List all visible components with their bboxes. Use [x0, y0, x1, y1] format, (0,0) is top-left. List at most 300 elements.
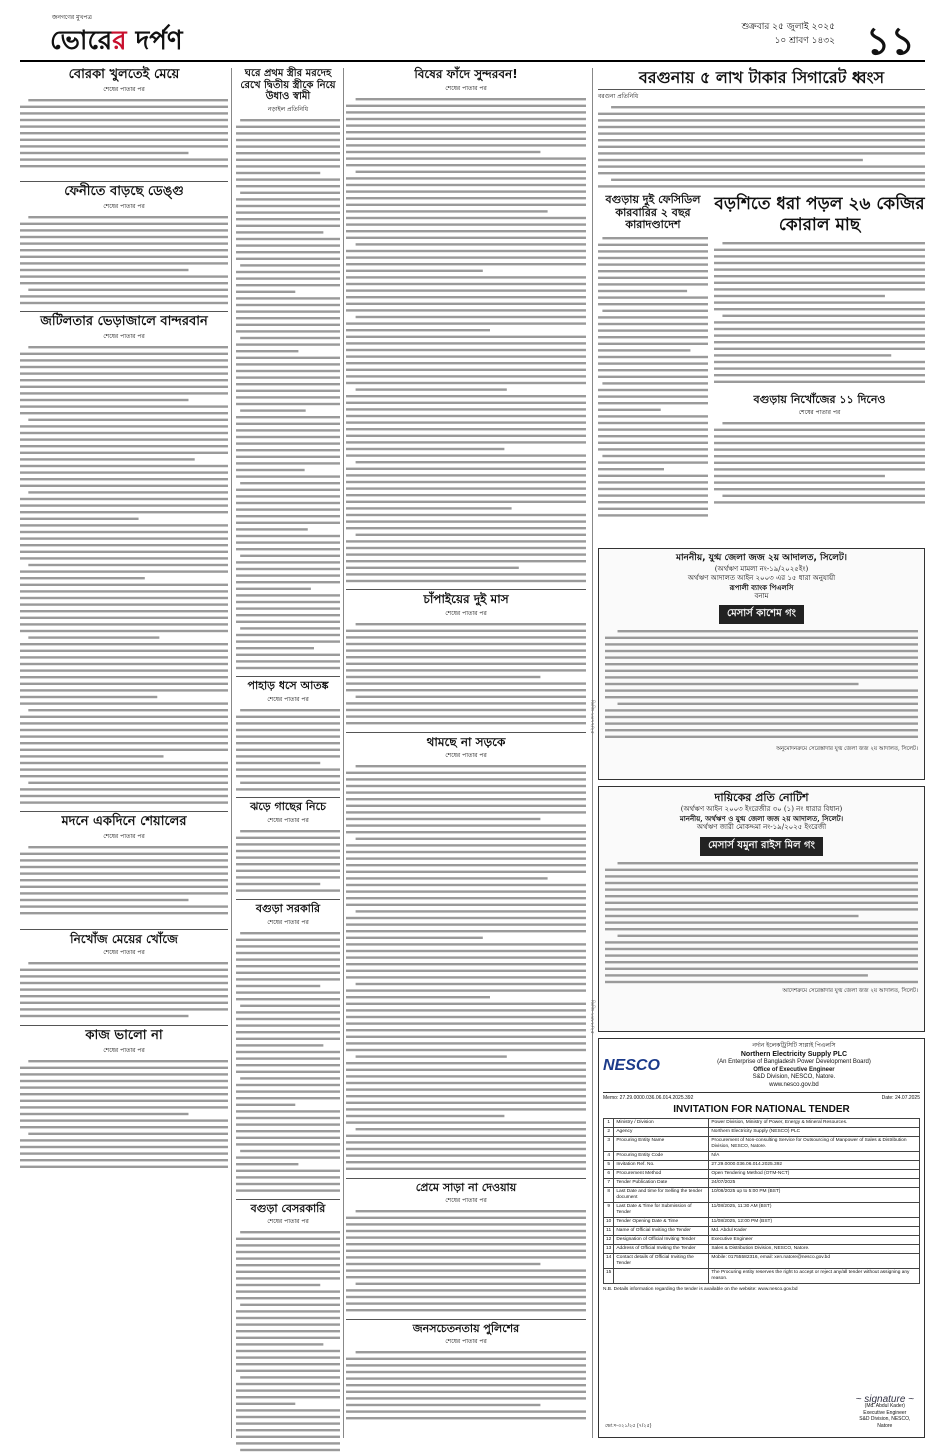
- text-line: [20, 353, 228, 355]
- text-line: [346, 1161, 586, 1163]
- text-line: [598, 429, 708, 431]
- text-lines: [714, 240, 925, 390]
- text-line: [346, 1371, 586, 1373]
- text-line: [722, 422, 925, 424]
- text-line: [236, 455, 340, 457]
- logo-part-a: ভোরে: [50, 26, 113, 56]
- text-line: [714, 334, 925, 336]
- text-line: [346, 1115, 504, 1117]
- article-body: [346, 763, 586, 1172]
- article-body: [346, 1349, 586, 1422]
- text-line: [240, 830, 340, 832]
- text-line: [598, 336, 708, 338]
- text-line: [346, 977, 586, 979]
- text-line: [236, 1258, 340, 1260]
- text-line: [236, 204, 340, 206]
- text-line: [714, 255, 925, 257]
- text-line: [20, 1145, 228, 1147]
- text-line: [240, 336, 340, 338]
- text-line: [346, 924, 586, 926]
- text-line: [236, 350, 298, 352]
- text-line: [236, 1130, 340, 1132]
- text-line: [346, 1217, 586, 1219]
- text-line: [356, 461, 586, 463]
- text-line: [598, 369, 708, 371]
- text-line: [346, 434, 586, 436]
- text-lines: [346, 621, 586, 727]
- text-line: [236, 1396, 340, 1398]
- table-cell: The Procuring entity reserves the right to accept or reject any/all tender without assigning any reason.: [709, 1269, 920, 1284]
- text-line: [20, 736, 228, 738]
- text-line: [346, 663, 586, 665]
- table-cell: Designation of Official Inviting Tender: [614, 1236, 709, 1245]
- text-line: [236, 376, 340, 378]
- text-line: [20, 269, 188, 271]
- text-line: [236, 178, 340, 180]
- article-divider: [346, 732, 586, 733]
- text-line: [20, 432, 228, 434]
- text-line: [20, 386, 228, 388]
- notice2-law: (অর্থঋণ আইন ২০০৩ ইংরেজীর ৩০ (১) নং ধারার বিধান): [680, 805, 843, 814]
- text-line: [346, 1303, 586, 1305]
- article-body: [20, 97, 228, 176]
- text-line: [236, 152, 340, 154]
- text-line: [20, 158, 228, 160]
- text-line: [346, 884, 586, 886]
- text-line: [236, 416, 340, 418]
- tender-signature: [855, 1393, 914, 1429]
- text-line: [714, 301, 925, 303]
- text-line: [605, 650, 918, 652]
- text-line: [236, 1343, 323, 1345]
- cigarette-body: [598, 104, 925, 190]
- text-line: [346, 283, 586, 285]
- text-line: [598, 415, 708, 417]
- article-headline: প্রেমে সাড়া না দেওয়ায়: [415, 1180, 517, 1194]
- newspaper-logo: [50, 20, 183, 64]
- text-line: [346, 547, 586, 549]
- text-line: [236, 775, 340, 777]
- text-line: [598, 185, 925, 187]
- text-line: [714, 367, 925, 369]
- right-split: [598, 194, 925, 525]
- table-cell: Tender Publication Date: [614, 1179, 709, 1188]
- text-line: [356, 316, 586, 318]
- text-line: [602, 310, 708, 312]
- text-line: [346, 527, 586, 529]
- text-line: [236, 1031, 340, 1033]
- tender-code: ভো.দ-৩২১/২৫ (৭/২৫): [605, 1423, 652, 1429]
- coral-headline: বড়শিতে ধরা পড়ল ২৬ কেজির কোরাল মাছ: [714, 194, 925, 236]
- text-line: [236, 1103, 295, 1105]
- text-line: [236, 1429, 340, 1431]
- text-line: [20, 624, 228, 626]
- text-line: [240, 1304, 340, 1306]
- text-lines: [346, 96, 586, 584]
- text-line: [20, 1002, 228, 1004]
- text-line: [236, 369, 340, 371]
- text-line: [20, 604, 228, 606]
- text-line: [605, 868, 918, 870]
- text-line: [346, 415, 586, 417]
- text-line: [346, 1417, 586, 1419]
- text-line: [20, 412, 228, 414]
- table-cell: 4: [604, 1152, 614, 1161]
- text-lines: [20, 960, 228, 1019]
- text-line: [722, 242, 925, 244]
- text-line: [20, 577, 145, 579]
- text-line: [346, 656, 586, 658]
- text-line: [236, 1350, 340, 1352]
- text-line: [20, 295, 228, 297]
- text-line: [20, 518, 139, 520]
- phensedyl-body: [598, 235, 708, 525]
- text-line: [20, 703, 228, 705]
- text-line: [714, 469, 925, 471]
- text-line: [236, 343, 340, 345]
- text-line: [20, 995, 228, 997]
- text-line: [20, 256, 228, 258]
- text-line: [605, 709, 918, 711]
- text-line: [20, 775, 228, 777]
- article-byline: শেষের পাতার পর: [267, 918, 309, 926]
- text-line: [598, 323, 708, 325]
- article-body: [20, 844, 228, 923]
- text-line: [598, 495, 708, 497]
- table-cell: 14: [604, 1254, 614, 1269]
- table-cell: Agency: [614, 1128, 709, 1137]
- text-line: [598, 283, 708, 285]
- text-line: [346, 772, 586, 774]
- text-line: [20, 145, 228, 147]
- article-headline: পাহাড় ধসে আতঙ্ক: [247, 678, 329, 692]
- text-line: [20, 756, 164, 758]
- text-line: [346, 104, 586, 106]
- text-line: [236, 856, 340, 858]
- notice1-bank: রূপালী ব্যাংক পিএলসি: [729, 582, 794, 592]
- text-line: [236, 548, 340, 550]
- text-line: [605, 689, 918, 691]
- text-line: [236, 284, 340, 286]
- text-line: [598, 501, 708, 503]
- text-line: [346, 891, 586, 893]
- text-line: [20, 525, 228, 527]
- text-line: [236, 1324, 340, 1326]
- text-line: [20, 989, 228, 991]
- text-line: [356, 838, 586, 840]
- article-byline: শেষের পাতার পর: [267, 695, 309, 703]
- text-line: [236, 363, 340, 365]
- text-line: [598, 133, 925, 135]
- text-line: [236, 257, 340, 259]
- text-line: [236, 876, 340, 878]
- text-line: [236, 1363, 340, 1365]
- text-line: [346, 1289, 586, 1291]
- text-line: [598, 435, 708, 437]
- text-line: [236, 310, 340, 312]
- text-line: [605, 980, 918, 982]
- text-line: [346, 702, 586, 704]
- text-line: [346, 1263, 540, 1265]
- column-3: [346, 68, 586, 1427]
- table-row: [604, 1170, 920, 1179]
- text-line: [602, 237, 708, 239]
- table-cell: Ministry / Division: [614, 1119, 709, 1128]
- text-line: [236, 125, 340, 127]
- text-line: [236, 442, 340, 444]
- text-line: [346, 1076, 586, 1078]
- notice1-court: মাননীয়, যুগ্ম জেলা জজ ২য় আদালত, সিলেট।: [675, 553, 848, 563]
- article-divider: [20, 811, 228, 812]
- text-lines: [236, 828, 340, 894]
- text-line: [236, 1169, 340, 1171]
- text-line: [346, 1062, 586, 1064]
- text-line: [236, 594, 340, 596]
- text-line: [236, 837, 340, 839]
- text-line: [714, 347, 925, 349]
- table-cell: 8: [604, 1188, 614, 1203]
- memo-date: Date: 24.07.2025: [881, 1095, 920, 1101]
- table-cell: Md. Abdul Kader: [709, 1227, 920, 1236]
- article-body: [236, 117, 340, 671]
- text-line: [236, 722, 340, 724]
- text-line: [28, 216, 228, 218]
- text-line: [20, 1106, 228, 1108]
- text-line: [605, 656, 918, 658]
- table-cell: 12: [604, 1236, 614, 1245]
- article-divider: [346, 589, 586, 590]
- article-byline: শেষের পাতার পর: [103, 333, 145, 341]
- right-section: [598, 68, 925, 525]
- text-line: [598, 409, 661, 411]
- text-line: [20, 249, 228, 251]
- article-body: [20, 214, 228, 306]
- text-line: [346, 448, 504, 450]
- text-line: [598, 488, 708, 490]
- article-byline: শেষের পাতার পর: [445, 609, 487, 617]
- text-line: [714, 429, 925, 431]
- text-line: [236, 1244, 340, 1246]
- text-line: [346, 851, 586, 853]
- text-line: [346, 467, 586, 469]
- text-line: [236, 389, 340, 391]
- table-cell: 1: [604, 1119, 614, 1128]
- org-office: Office of Executive Engineer: [753, 1066, 835, 1073]
- text-line: [236, 715, 340, 717]
- text-line: [20, 873, 228, 875]
- article: [236, 1199, 340, 1452]
- article-byline: শেষের পাতার পর: [267, 816, 309, 824]
- text-line: [28, 846, 228, 848]
- table-row: [604, 1227, 920, 1236]
- text-line: [356, 911, 586, 913]
- text-line: [236, 1390, 340, 1392]
- coral-article: [714, 194, 925, 525]
- table-cell: 5: [604, 1161, 614, 1170]
- article: [20, 181, 228, 306]
- text-line: [236, 158, 340, 160]
- text-line: [20, 478, 228, 480]
- text-line: [236, 1442, 340, 1444]
- table-cell: 27.29.0000.036.06.014.2025.392: [709, 1161, 920, 1170]
- text-line: [356, 1351, 586, 1353]
- article-body: [20, 960, 228, 1019]
- text-line: [236, 501, 340, 503]
- article: [236, 797, 340, 894]
- text-line: [20, 749, 228, 751]
- text-line: [20, 879, 228, 881]
- text-line: [598, 468, 664, 470]
- org-division: S&D Division, NESCO, Natore.: [752, 1074, 836, 1080]
- text-line: [346, 722, 586, 724]
- text-line: [346, 676, 540, 678]
- text-line: [20, 643, 228, 645]
- table-cell: Procuring Entity Name: [614, 1137, 709, 1152]
- text-line: [346, 1309, 586, 1311]
- logo-part-c: দর্পণ: [126, 26, 183, 56]
- text-line: [346, 157, 586, 159]
- text-line: [346, 1122, 586, 1124]
- text-line: [356, 983, 586, 985]
- text-line: [346, 375, 586, 377]
- text-line: [236, 653, 340, 655]
- missing-body: [714, 420, 925, 510]
- text-line: [20, 1066, 228, 1068]
- article-body: [20, 344, 228, 806]
- text-line: [346, 236, 586, 238]
- notice2-party: মেসার্স যমুনা রাইস মিল গং: [700, 837, 823, 856]
- text-line: [28, 962, 228, 964]
- text-line: [356, 1210, 586, 1212]
- text-line: [236, 198, 340, 200]
- text-line: [346, 904, 586, 906]
- text-line: [236, 1238, 340, 1240]
- text-line: [236, 1277, 340, 1279]
- table-cell: 24/07/2025: [709, 1179, 920, 1188]
- table-cell: Procurement of Non-consulting Service for Outsourcing of Manpower of Sales & Distribution Division, NESCO, Natore.: [709, 1137, 920, 1152]
- article-headline: জটিলতার ভেড়াজালে বান্দরবান: [40, 314, 208, 330]
- text-line: [346, 540, 586, 542]
- text-line: [346, 858, 586, 860]
- article-headline: মদনে একদিনে শেয়ালের: [61, 814, 187, 830]
- text-line: [20, 676, 228, 678]
- article: [346, 1178, 586, 1314]
- text-line: [28, 1132, 228, 1134]
- text-line: [356, 243, 586, 245]
- text-line: [346, 1243, 586, 1245]
- text-line: [236, 277, 340, 279]
- text-line: [236, 788, 340, 790]
- text-line: [20, 406, 228, 408]
- text-line: [20, 853, 228, 855]
- text-line: [346, 197, 586, 199]
- text-line: [20, 1112, 188, 1114]
- text-line: [346, 289, 586, 291]
- text-lines: [236, 930, 340, 1194]
- text-line: [346, 831, 586, 833]
- text-line: [605, 974, 868, 976]
- text-line: [20, 426, 228, 428]
- text-line: [714, 436, 925, 438]
- text-line: [236, 1136, 340, 1138]
- text-line: [20, 472, 228, 474]
- article-headline: বগুড়া সরকারি: [255, 901, 321, 915]
- text-line: [346, 177, 586, 179]
- text-line: [598, 376, 708, 378]
- text-line: [598, 152, 925, 154]
- article: [20, 929, 228, 1020]
- text-line: [236, 958, 340, 960]
- text-line: [20, 1073, 228, 1075]
- text-line: [346, 1142, 586, 1144]
- article-body: [346, 1208, 586, 1314]
- table-cell: [614, 1269, 709, 1284]
- text-line: [346, 184, 586, 186]
- text-line: [346, 1003, 586, 1005]
- text-line: [714, 502, 925, 504]
- text-line: [605, 881, 918, 883]
- text-line: [236, 945, 340, 947]
- text-line: [346, 1411, 586, 1413]
- article-headline: থামছে না সড়কে: [426, 734, 506, 749]
- text-line: [20, 617, 228, 619]
- table-cell: Open Tendering Method (OTM-NCT): [709, 1170, 920, 1179]
- article-headline: চাঁপাইয়ের দুই মাস: [423, 592, 509, 607]
- sign-city: Natore: [877, 1422, 893, 1429]
- text-line: [346, 256, 586, 258]
- text-line: [20, 106, 228, 108]
- text-line: [20, 1126, 228, 1128]
- text-line: [20, 1086, 228, 1088]
- text-line: [598, 166, 925, 168]
- text-line: [714, 482, 925, 484]
- text-line: [236, 728, 340, 730]
- text-line: [236, 843, 340, 845]
- text-line: [20, 112, 228, 114]
- text-line: [346, 630, 586, 632]
- text-line: [346, 1223, 586, 1225]
- text-line: [240, 1077, 340, 1079]
- article: [20, 811, 228, 923]
- text-line: [20, 982, 228, 984]
- text-line: [598, 330, 708, 332]
- table-row: [604, 1188, 920, 1203]
- article-byline: শেষের পাতার পর: [445, 752, 487, 760]
- text-line: [346, 230, 586, 232]
- article-body: [236, 707, 340, 793]
- text-line: [346, 944, 586, 946]
- text-line: [346, 1010, 586, 1012]
- text-line: [236, 883, 320, 885]
- text-line: [20, 125, 228, 127]
- text-line: [20, 302, 228, 304]
- text-line: [346, 1043, 586, 1045]
- text-line: [236, 889, 340, 891]
- text-line: [346, 137, 586, 139]
- text-line: [346, 878, 548, 880]
- text-line: [602, 382, 708, 384]
- text-line: [236, 297, 340, 299]
- tender-org: [668, 1043, 920, 1089]
- text-line: [346, 1095, 586, 1097]
- article: [236, 899, 340, 1194]
- table-row: [604, 1236, 920, 1245]
- text-line: [611, 179, 925, 181]
- text-line: [236, 1189, 340, 1191]
- table-cell: Name of Official Inviting the Tender: [614, 1227, 709, 1236]
- text-line: [346, 269, 483, 271]
- text-line: [20, 1009, 228, 1011]
